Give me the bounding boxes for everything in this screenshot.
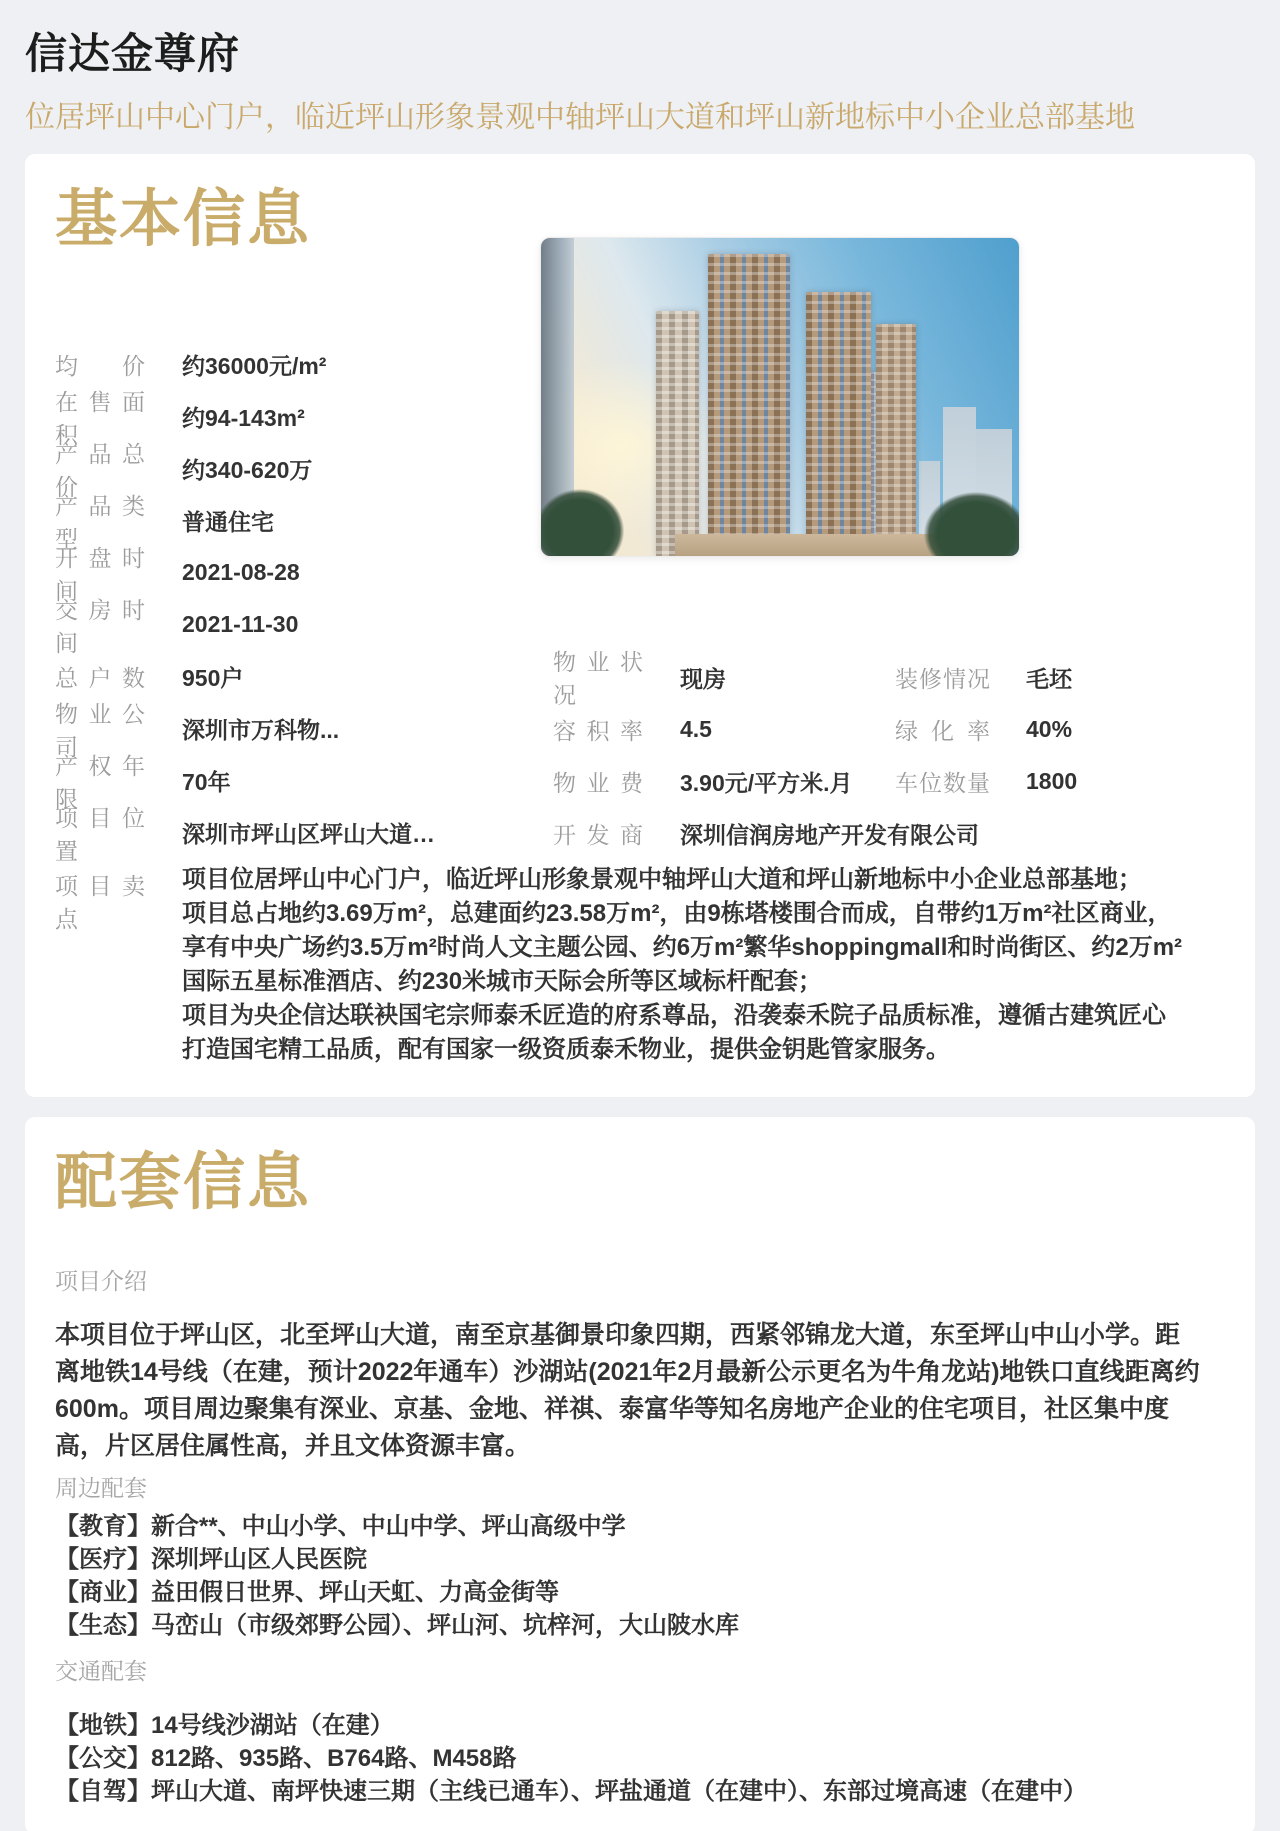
- basic-info-section-title: 基本信息: [55, 185, 312, 255]
- property-tagline: 位居坪山中心门户，临近坪山形象景观中轴坪山大道和坪山新地标中小企业总部基地: [25, 101, 1135, 135]
- field-row-delivery-date: [55, 596, 575, 656]
- field-label: 产品总价: [55, 440, 145, 500]
- field-label: 绿化率: [895, 717, 990, 744]
- project-intro-label: 项目介绍: [55, 1267, 147, 1294]
- field-value: 40%: [1026, 715, 1073, 742]
- field-label: 均价: [55, 353, 145, 380]
- selling-points-row: [55, 863, 1225, 1067]
- project-intro-text: 本项目位于坪山区，北至坪山大道，南至京基御景印象四期，西紧邻锦龙大道，东至坪山中山小学。距离地铁14号线（在建，预计2022年通车）沙湖站(2021年2月最新公示更名为牛角龙站)地铁口直线距离约600m。项目周边聚集有深业、京基、金地、祥祺、泰富华等知名房地产企业的住宅项目，社区集中度高，片区居住属性高，并且文体资源丰富。: [55, 1320, 1200, 1460]
- field-label: 总户数: [55, 665, 145, 692]
- list-item-commerce: 【商业】益田假日世界、坪山天虹、力高金街等: [55, 1578, 559, 1606]
- property-rendering-photo[interactable]: [540, 237, 1020, 557]
- field-label: 车位数量: [895, 769, 990, 796]
- field-value: 1800: [1026, 767, 1078, 794]
- facilities-section-title: 配套信息: [55, 1147, 312, 1217]
- main-tower: [708, 254, 789, 556]
- field-label: 产权年限: [55, 752, 145, 812]
- field-value: 现房: [680, 665, 726, 692]
- tree-left: [540, 477, 637, 558]
- field-value: 3.90元/平方米.月: [680, 769, 853, 796]
- facilities-card: [25, 1117, 1255, 1831]
- field-value: 深圳信润房地产开发有限公司: [680, 821, 979, 848]
- list-item-metro: 【地铁】14号线沙湖站（在建）: [55, 1711, 394, 1739]
- field-value: 2021-11-30: [182, 611, 299, 638]
- field-label: 项目位置: [55, 804, 145, 864]
- basic-info-card: [25, 154, 1255, 1096]
- surroundings-label: 周边配套: [55, 1474, 147, 1501]
- field-row-plot-ratio: [553, 703, 1225, 755]
- selling-point-line: 项目位居坪山中心门户，临近坪山形象景观中轴坪山大道和坪山新地标中小企业总部基地；: [182, 865, 1142, 893]
- field-value: 深圳市坪山区坪山大道…: [182, 821, 435, 848]
- field-label: 物业状况: [553, 649, 643, 709]
- transport-list: [55, 1709, 1225, 1808]
- property-name: 信达金尊府: [25, 30, 241, 77]
- selling-point-line: 项目总占地约3.69万m²，总建面约23.58万m²，由9栋塔楼围合而成，自带约1万m²社区商业，享有中央广场约3.5万m²时尚人文主题公园、约6万m²繁华shoppingmall和时尚街区、约2万m²国际五星标准酒店、约230米城市天际会所等区域标杆配套；: [182, 899, 1183, 995]
- field-value: 毛坯: [1026, 665, 1072, 692]
- page-header: [0, 0, 1280, 136]
- field-label: 装修情况: [895, 665, 990, 692]
- field-label: 交房时间: [55, 596, 145, 656]
- field-value: 4.5: [680, 715, 712, 742]
- field-value: 约340-620万: [182, 457, 313, 484]
- selling-points-text: [182, 863, 1225, 1067]
- field-row-property-fee: [553, 755, 1225, 807]
- field-row-location: [55, 804, 575, 864]
- list-item-ecology: 【生态】马峦山（市级郊野公园）、坪山河、坑梓河，大山陂水库: [55, 1611, 739, 1639]
- field-label: 物业费: [553, 769, 643, 796]
- field-value: 普通住宅: [182, 509, 274, 536]
- tree-right: [909, 480, 1020, 557]
- list-item-medical: 【医疗】深圳坪山区人民医院: [55, 1545, 367, 1573]
- field-row-developer: [553, 807, 1225, 859]
- field-value: 2021-08-28: [182, 559, 300, 586]
- field-row-property-status: [553, 649, 1225, 709]
- field-label: 项目卖点: [55, 872, 145, 932]
- field-label: 开发商: [553, 821, 643, 848]
- background-tower: [656, 311, 699, 556]
- transport-label: 交通配套: [55, 1657, 147, 1684]
- field-label: 产品类型: [55, 492, 145, 552]
- field-label: 开盘时间: [55, 544, 145, 604]
- field-value: 约94-143m²: [182, 405, 305, 432]
- list-item-bus: 【公交】812路、935路、B764路、M458路: [55, 1744, 517, 1772]
- list-item-education: 【教育】新合**、中山小学、中山中学、坪山高级中学: [55, 1512, 626, 1540]
- list-item-driving: 【自驾】坪山大道、南坪快速三期（主线已通车）、坪盐通道（在建中）、东部过境高速（在建中）: [55, 1777, 1087, 1805]
- field-value: 70年: [182, 769, 231, 796]
- surroundings-list: [55, 1510, 1225, 1642]
- selling-point-line: 项目为央企信达联袂国宅宗师泰禾匠造的府系尊品，沿袭泰禾院子品质标准，遵循古建筑匠心打造国宅精工品质，配有国家一级资质泰禾物业，提供金钥匙管家服务。: [182, 1001, 1166, 1063]
- basic-info-left-fields: [55, 339, 575, 864]
- field-label: 在售面积: [55, 388, 145, 448]
- field-value: 950户: [182, 665, 244, 692]
- field-value: 约36000元/m²: [182, 353, 327, 380]
- basic-info-right-fields: [553, 651, 1225, 859]
- field-label: 物业公司: [55, 700, 145, 760]
- field-label: 容积率: [553, 717, 643, 744]
- field-value: 深圳市万科物...: [182, 717, 340, 744]
- center-tower: [806, 292, 871, 556]
